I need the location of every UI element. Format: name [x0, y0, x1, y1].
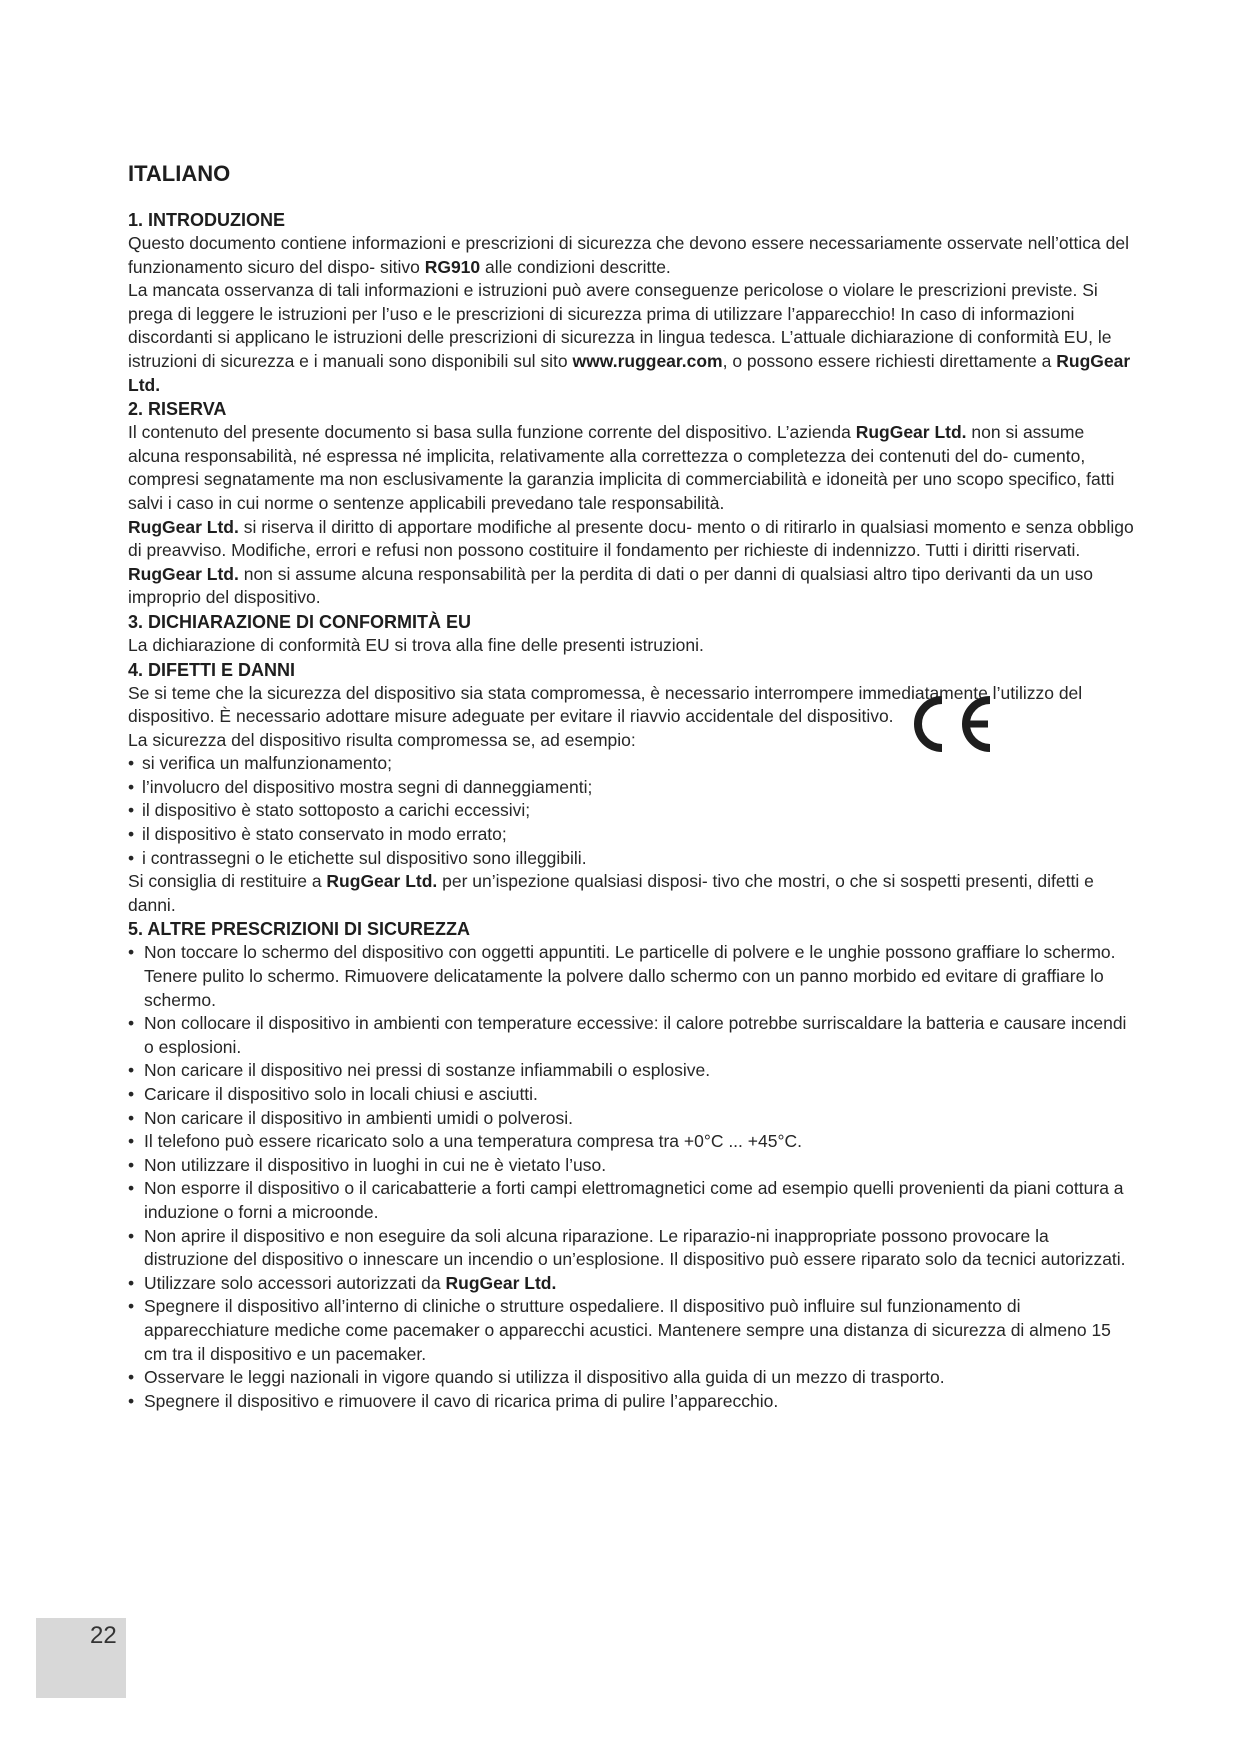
section-riserva	[128, 397, 1138, 610]
section-heading: 2. RISERVA	[128, 399, 227, 420]
defects-paragraph-3: Si consiglia di restituire a RugGear Ltd. per un’ispezione qualsiasi disposi- tivo che mostri, o che si sospetti presenti, difetti e danni.	[128, 871, 1094, 915]
page-content	[128, 160, 1138, 1413]
list-item: • il dispositivo è stato sottoposto a carichi eccessivi;	[128, 799, 1138, 823]
list-item: • Osservare le leggi nazionali in vigore quando si utilizza il dispositivo alla guida di un mezzo di trasporto.	[128, 1366, 1138, 1390]
safety-bullet-list	[128, 941, 1138, 1413]
list-item: • Caricare il dispositivo solo in locali chiusi e asciutti.	[128, 1083, 1138, 1107]
company-name: RugGear Ltd.	[326, 871, 438, 892]
list-item: • Utilizzare solo accessori autorizzati da RugGear Ltd.	[128, 1272, 1138, 1296]
list-item: • il dispositivo è stato conservato in modo errato;	[128, 823, 1138, 847]
reserve-paragraph-1: Il contenuto del presente documento si basa sulla funzione corrente del dispositivo. L’azienda RugGear Ltd. non si assume alcuna responsabilità, né espressa né implicita, relativamente alla correttezza o completezza dei contenuti del do- cumento, compresi segnatamente ma non esclusivamente la garanzia implicita di commerciabilità e idoneità per uno scopo specifico, fatti salvi i caso in cui norme o sentenze applicabili prevedano tale responsabilità.	[128, 422, 1115, 513]
section-heading: 5. ALTRE PRESCRIZIONI DI SICUREZZA	[128, 919, 471, 940]
company-name: RugGear Ltd.	[128, 350, 1131, 395]
list-item: • Il telefono può essere ricaricato solo a una temperatura compresa tra +0°C ... +45°C.	[128, 1130, 1138, 1154]
intro-paragraph-2: La mancata osservanza di tali informazioni e istruzioni può avere conseguenze pericolose o violare le prescrizioni previste. Si prega di leggere le istruzioni per l’uso e le prescrizioni di sicurezza prima di utilizzare l’apparecchio! In caso di informazioni discordanti si applicano le istruzioni delle prescrizioni di sicurezza in lingua tedesca. L’attuale dichiarazione di conformità EU, le istruzioni di sicurezza e i manuali sono disponibili sul sito www.ruggear.com, o possono essere richiesti direttamente a RugGear Ltd.	[128, 280, 1131, 395]
defects-paragraph-2: La sicurezza del dispositivo risulta compromessa se, ad esempio:	[128, 729, 636, 750]
list-item: • Non collocare il dispositivo in ambienti con temperature eccessive: il calore potrebbe surriscaldare la batteria e causare incendi o esplosioni.	[128, 1012, 1138, 1059]
list-item: • Spegnere il dispositivo all’interno di cliniche o strutture ospedaliere. Il dispositivo può influire sul funzionamento di apparecchiature mediche come pacemaker o apparecchi acustici. Mantenere sempre una distanza di sicurezza di almeno 15 cm tra il dispositivo e un pacemaker.	[128, 1295, 1138, 1366]
list-item: • i contrassegni o le etichette sul dispositivo sono illeggibili.	[128, 847, 1138, 871]
list-item: • Non caricare il dispositivo nei pressi di sostanze infiammabili o esplosive.	[128, 1059, 1138, 1083]
section-heading: 1. INTRODUZIONE	[128, 210, 286, 230]
reserve-paragraph-2: RugGear Ltd. si riserva il diritto di apportare modifiche al presente docu- mento o di ritirarlo in qualsiasi momento e senza obbligo di preavviso. Modifiche, errori e refusi non possono costituire il fondamento per richieste di indennizzo. Tutti i diritti riservati.	[128, 516, 1134, 561]
list-item: • Non toccare lo schermo del dispositivo con oggetti appuntiti. Le particelle di polvere e le unghie possono graffiare lo schermo. Tenere pulito lo schermo. Rimuovere delicatamente la polvere dallo schermo con un panno morbido ed evitare di graffiare lo schermo.	[128, 941, 1138, 1012]
section-dichiarazione	[128, 610, 1138, 658]
list-item: • Non aprire il dispositivo e non eseguire da soli alcuna riparazione. Le riparazio-ni inappropriate possono provocare la distruzione del dispositivo o innescare un incendio o un’esplosione. Il dispositivo può essere riparato solo da tecnici autorizzati.	[128, 1225, 1138, 1272]
list-item: • Non caricare il dispositivo in ambienti umidi o polverosi.	[128, 1107, 1138, 1131]
list-item: • Non esporre il dispositivo o il caricabatterie a forti campi elettromagnetici come ad esempio quelli provenienti da piani cottura a induzione o forni a microonde.	[128, 1177, 1138, 1224]
defects-bullet-list	[128, 752, 1138, 870]
section-heading: 3. DICHIARAZIONE DI CONFORMITÀ EU	[128, 611, 472, 632]
section-heading: 4. DIFETTI E DANNI	[128, 659, 296, 680]
intro-paragraph-1: Questo documento contiene informazioni e prescrizioni di sicurezza che devono essere necessariamente osservate nell’ottica del funzionamento sicuro del dispo- sitivo RG910 alle condizioni descritte.	[128, 233, 1129, 277]
list-item: • Spegnere il dispositivo e rimuovere il cavo di ricarica prima di pulire l’apparecchio.	[128, 1390, 1138, 1414]
company-name: RugGear Ltd.	[128, 563, 239, 584]
company-name: RugGear Ltd.	[445, 1272, 557, 1293]
company-name: RugGear Ltd.	[128, 516, 239, 537]
company-name: RugGear Ltd.	[855, 422, 967, 443]
section-introduzione	[128, 208, 1138, 397]
reserve-paragraph-3: RugGear Ltd. non si assume alcuna responsabilità per la perdita di dati o per danni di qualsiasi altro tipo derivanti da un uso improprio del dispositivo.	[128, 563, 1093, 608]
list-item: • si verifica un malfunzionamento;	[128, 752, 1138, 776]
defects-paragraph-1: Se si teme che la sicurezza del dispositivo sia stata compromessa, è necessario interrompere immediatamente l’utilizzo del dispositivo. È necessario adottare misure adeguate per evitare il riavvio accidentale del dispositivo.	[128, 682, 1083, 727]
list-item: • Non utilizzare il dispositivo in luoghi in cui ne è vietato l’uso.	[128, 1154, 1138, 1178]
section-altre-prescrizioni	[128, 917, 1138, 1413]
page-number: 22	[90, 1622, 117, 1649]
document-title: ITALIANO	[128, 161, 231, 186]
conformity-text: La dichiarazione di conformità EU si trova alla fine delle presenti istruzioni.	[128, 634, 704, 655]
list-item: • l’involucro del dispositivo mostra segni di danneggiamenti;	[128, 776, 1138, 800]
model-name: RG910	[424, 256, 481, 277]
ce-mark-icon	[908, 692, 996, 756]
website-link: www.ruggear.com	[572, 350, 723, 371]
